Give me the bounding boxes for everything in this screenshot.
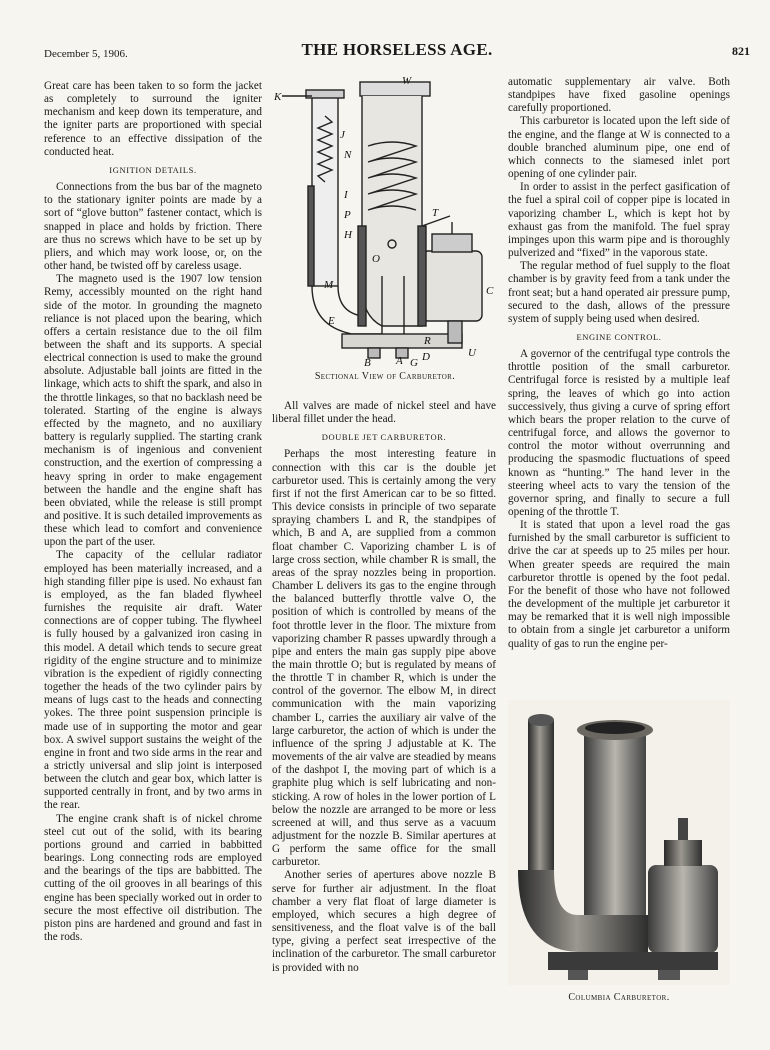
section-heading-engine-control: ENGINE CONTROL.	[576, 331, 662, 342]
label-u: U	[468, 347, 476, 359]
label-g: G	[410, 357, 418, 366]
page-number: 821	[732, 44, 750, 58]
label-r: R	[424, 335, 431, 347]
paragraph: A governor of the centrifugal type controls the throttle position of the small carburetor. Centrifugal force is resisted by a multiple leaf spring, the leaves of which go into action successively, thus giving a curve of spring effort which bears the proper relation to the curve of centrifugal force, and allows the governor to control the motor without overrunning and producing the spasmodic fluctuations of speed known as “hunting.” The hand lever in the steering wheel acts to vary the tension of the governor spring, and finally to secure a full opening of the throttle T.	[508, 348, 730, 518]
carburetor-section-drawing	[272, 76, 498, 366]
label-w: W	[402, 76, 412, 87]
figure-caption: Columbia Carburetor.	[568, 992, 670, 1003]
section-heading-ignition: IGNITION DETAILS.	[109, 164, 197, 175]
paragraph: All valves are made of nickel steel and have liberal fillet under the head.	[272, 400, 496, 426]
label-n: N	[344, 149, 352, 161]
paragraph: In order to assist in the perfect gasification of the fuel a spiral coil of copper pipe is located in vaporizing chamber L, which is kept hot by exhaust gas from the manifold. The fuel spray impinges upon this warm pipe and is thoroughly pulverized and “fixed” in the vaporous state.	[508, 181, 730, 260]
paragraph: Great care has been taken to so form the jacket as completely to surround the igniter mechanism and keep down its temperature, and the igniter parts are proportioned with special reference to an effective dissipation of the conducted heat.	[44, 80, 262, 158]
label-m: M	[324, 279, 334, 291]
sectional-view-figure	[272, 76, 498, 391]
label-j: J	[340, 129, 345, 141]
paragraph: Connections from the bus bar of the magneto to the stationary igniter points are made by a sort of “glove button” fastener contact, which is snapped in place and holds by friction. There are thus no screws which have to be set up by pliers, and which may work loose, or, on the other hand, be twisted off by careless usage.	[44, 181, 262, 273]
label-k: K	[274, 91, 282, 103]
label-h: H	[344, 229, 352, 241]
label-i: I	[344, 189, 348, 201]
paragraph: It is stated that upon a level road the gas furnished by the small carburetor is sufficient to drive the car at speeds up to 25 miles per hour. When greater speeds are required the main carburetor throttle is opened by the foot pedal. For the benefit of those who have not followed the development of the multiple jet carburetor it may be remarked that it is well nigh impossible to obtain from a single jet carburetor a uniform quality of gas to run the engine per-	[508, 519, 730, 650]
paragraph: The capacity of the cellular radiator employed has been materially increased, and a high standing filler pipe is used. No exhaust fan is employed, as the fan bladed flywheel furnishes the requisite air draft. Water connections are of copper tubing. The flywheel is fully housed by a galvanized iron casing in this model. A detail which tends to secure great rigidity of the engine structure and to minimize vibration is the expedient of rigidly connecting together the heads of the two cylinder pairs by means of lugs cast to the heads and connecting yokes. The three point suspension principle is made use of in supporting the motor and gear box. A swivel support sustains the weight of the engine in front and two side arms in the rear and a strictly universal and slip joint is interposed between the clutch and gear box, which latter is supported centrally in front, and by two arms in the rear.	[44, 549, 262, 812]
label-p: P	[344, 209, 351, 221]
label-d: D	[422, 351, 430, 363]
section-heading-carburetor: DOUBLE JET CARBURETOR.	[321, 432, 447, 443]
label-c: C	[486, 285, 494, 297]
figure-caption: Sectional View of Carburetor.	[314, 371, 456, 382]
label-a: A	[396, 355, 403, 366]
column-middle	[272, 400, 496, 975]
label-b: B	[364, 357, 371, 366]
paragraph: The magneto used is the 1907 low tension Remy, accessibly mounted on the right hand side of the motor. In grounding the magneto reliance is not placed upon the bearing, which offers a certain resistance due to the oil film between the shaft and its supports. A special electrical connection is used to make the ground absolute. Adjustable ball joints are fitted in the linkage, which acts to shift the spark, and also in the throttle linkages, so that no backlash need be tolerated. Starting of the engine is always effected by the magneto, and no auxiliary battery is regularly supplied. The starting crank mechanism is of ingenious and convenient construction, and the exertion of compressing a heavy spring in order to make engagement between the handle and the engine shaft has been obviated, while the release is still prompt and positive. It is such detailed improvements as these which lead to comfort and convenience upon the part of the user.	[44, 273, 262, 549]
paragraph: The engine crank shaft is of nickel chrome steel cut out of the solid, with its bearing portions ground and carried in babbitted bearings. Long connecting rods are employed and the bearings of the tips are babbitted. The cutting of the oil grooves in all bearings of this engine has been specially worked out in order to secure the most effective oil distribution. The piston pins are hardened and ground and fast in the rods.	[44, 812, 262, 943]
column-left	[44, 80, 262, 944]
paragraph: This carburetor is located upon the left side of the engine, and the flange at W is connected to a double branched aluminum pipe, one end of which connects to the siamesed inlet port opening of one cylinder pair.	[508, 115, 730, 181]
label-e: E	[328, 315, 335, 327]
carburetor-photo-illustration	[508, 700, 730, 985]
paragraph: The regular method of fuel supply to the float chamber is by gravity feed from a tank under the front seat; but a hand operated air pressure pump, secured to the dash, allows of the pressure system of supply being used when desired.	[508, 260, 730, 325]
publication-title: THE HORSELESS AGE.	[301, 40, 493, 59]
paragraph: Another series of apertures above nozzle B serve for further air adjustment. In the float chamber a very flat float of large diameter is employed, which secures a high degree of sensitiveness, and the float valve is of the ball type, giving a perfect seat irrespective of the inclination of the carburetor. The small carburetor is provided with no	[272, 869, 496, 974]
label-o: O	[372, 253, 380, 265]
label-t: T	[432, 207, 439, 219]
column-right	[508, 76, 730, 651]
paragraph: automatic supplementary air valve. Both standpipes have fixed gasoline openings carefully proportioned.	[508, 76, 730, 115]
paragraph: Perhaps the most interesting feature in connection with this car is the double jet carburetor used. This is certainly among the very first if not the first American car to be so fitted. This device consists in principle of two separate spraying chambers L and R, the standpipes of which, B and A, are supplied from a common float chamber C. Vaporizing chamber L is of large cross section, while chamber R is small, the areas of the spray nozzles being in proportion. Chamber L delivers its gas to the engine through the balanced butterfly throttle valve O, the position of which is controlled by means of the foot throttle lever in the floor. The mixture from vaporizing chamber R passes upwardly through a pipe and enters the main gas supply pipe above the main throttle O; but is regulated by means of the throttle T in chamber R, which is under the control of the governor. The elbow M, in direct communication with the main vaporizing chamber L, carries the auxiliary air valve of the large carburetor, the action of which is under the influence of the spring J adjustable at K. The movements of the air valve are steadied by means of the dashpot I, the moving part of which is a graphite plug which is self lubricating and non-sticking. A row of holes in the lower portion of L below the nozzle are arranged to be more or less screened at will, and thus serve as a vacuum adjustment for the nozzle B. Similar apertures at G perform the same office for the small carburetor.	[272, 448, 496, 869]
page-header	[44, 40, 750, 68]
issue-date: December 5, 1906.	[44, 48, 128, 60]
columbia-carburetor-photo	[508, 700, 730, 1020]
